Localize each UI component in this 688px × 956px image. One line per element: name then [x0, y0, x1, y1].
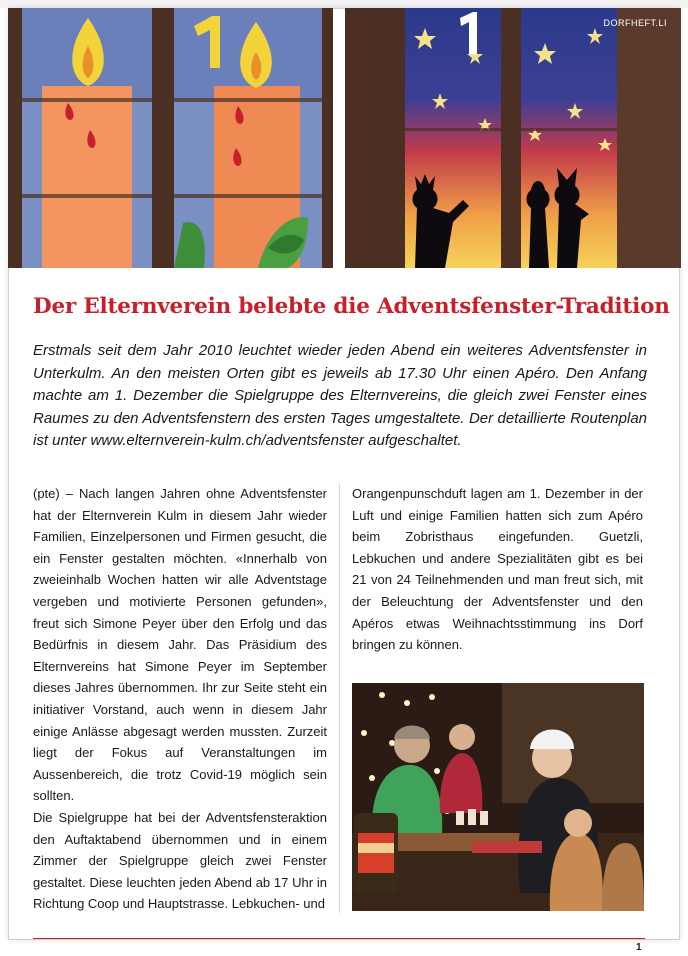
page-number: 1 — [636, 942, 642, 953]
photo-kings-window — [345, 8, 681, 268]
paragraph: (pte) – Nach langen Jahren ohne Adventsfenster hat der Elternverein Kulm in diesem Jahr wieder Familien, Einzelpersonen und Firmen gesucht, die ein Fenster gestalten möchten. «Innerhalb von zweieinhalb Wochen hatten wir alle Adventstage vergeben und motivierte Personen gefunden», freut sich Simone Peyer über den Erfolg und das Bedürfnis in diesem Jahr. Das Präsidium des Elternvereins hat Simone Peyer im September dieses Jahres übernommen. Ihr zur Seite steht ein initiativer Vorstand, auch wenn in diesem Jahr einige Anlässe abgesagt werden mussten. Zurzeit liegt der Fokus auf Veranstaltungen im Aussenbereich, die trotz Covid-19 möglich sein sollten. — [33, 486, 327, 804]
article-title: Der Elternverein belebte die Adventsfenster-Tradition — [33, 294, 670, 319]
column-divider — [339, 483, 340, 913]
apero-illustration — [352, 683, 644, 911]
column-left — [33, 483, 327, 915]
photo-apero — [352, 683, 644, 911]
candles-window-illustration — [8, 8, 333, 268]
top-strip — [0, 0, 688, 8]
article-lead: Erstmals seit dem Jahr 2010 leuchtet wieder jeden Abend ein weiteres Adventsfenster in Unterkulm. An den meisten Orten gibt es jeweils ab 17.30 Uhr einen Apéro. Den Anfang machte am 1. Dezember die Spielgruppe des Elternvereins, die gleich zwei Fenster eines Raumes zu den Adventsfenstern des ersten Tages umgestaltete. Der detaillierte Routenplan ist unter www.elternverein-kulm.ch/adventsfenster aufgeschaltet. — [33, 342, 647, 450]
footer-rule — [33, 938, 645, 939]
paragraph: Orangenpunschduft lagen am 1. Dezember in der Luft und einige Familien hatten sich zum Apéro beim Zobristhaus eingefunden. Guetzli, Lebkuchen und andere Spezialitäten gibt es bei 21 von 24 Teilnehmenden und man freut sich, mit der Beleuchtung der Adventsfenster und den Apéros etwas Weihnachtsstimmung ins Dorf bringen zu können. — [352, 486, 643, 653]
paragraph: Die Spielgruppe hat bei der Adventsfensteraktion den Auftaktabend übernommen und in einem Zimmer der Spielgruppe gleich zwei Fenster gestaltet. Diese leuchten jeden Abend ab 17 Uhr in Richtung Coop und Hauptstrasse. Lebkuchen- und — [33, 809, 327, 912]
photo-candles-window — [8, 8, 333, 268]
kings-window-illustration — [345, 8, 681, 268]
section-tag: DORFHEFT.LI — [603, 18, 667, 28]
column-right — [352, 483, 643, 656]
